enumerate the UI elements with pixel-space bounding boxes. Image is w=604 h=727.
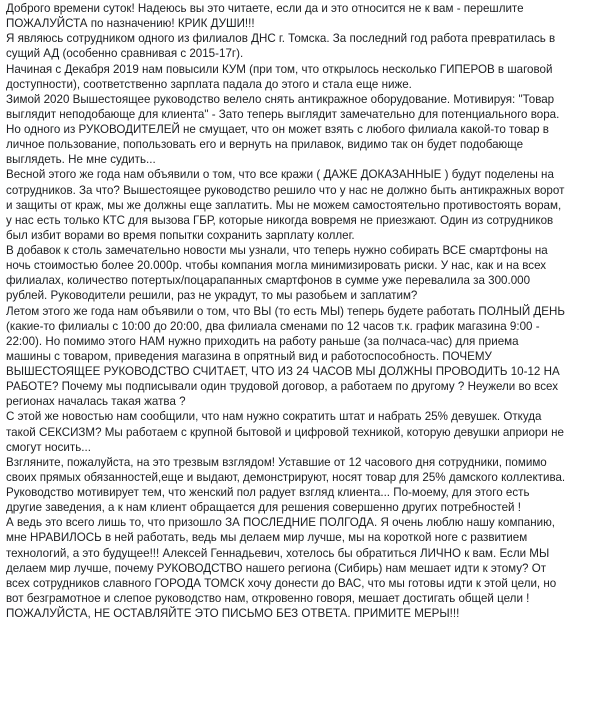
post-text-line: Взгляните, пожалуйста, на это трезвым взглядом! Уставшие от 12 часового дня сотрудники, помимо bbox=[6, 455, 547, 469]
post-text-line: ночь стоимостью более 20.000р. чтобы компания могла минимизировать риски. У нас, как и на всех bbox=[6, 259, 547, 273]
post-text-line: доступности), соответственно зарплата падала до этого и стала еще ниже. bbox=[6, 77, 412, 91]
post-text-line: рублей. Руководители решили, раз не украдут, то мы разобьем и заплатим? bbox=[6, 289, 418, 303]
post-text-line: Доброго времени суток! Надеюсь вы это читаете, если да и это относится не к вам - перешлите bbox=[6, 2, 524, 15]
post-text-line: своих прямых обязанностей,еще и выдают, демонстрируют, носят товар для 25% дамского коллектива. bbox=[6, 470, 566, 484]
post-text-line: технологий, а это будущее!!! Алексей Геннадьевич, хотелось бы обратиться ЛИЧНО к вам. Если МЫ bbox=[6, 546, 550, 560]
post-text-line: А ведь это всего лишь то, что призошло ЗА ПОСЛЕДНИЕ ПОЛГОДА. Я очень люблю нашу компанию, bbox=[6, 516, 555, 530]
post-text-line: Весной этого же года нам объявили о том, что все кражи ( ДАЖЕ ДОКАЗАННЫЕ ) будут поделены на bbox=[6, 168, 554, 182]
post-text-line: сущий АД (особенно сравнивая с 2015-17г). bbox=[6, 47, 244, 61]
post-text-line: (какие-то филиалы с 10:00 до 20:00, два филиала сменами по 12 часов т.к. график магазина 9:00 - bbox=[6, 319, 540, 333]
post-text-line: мне НРАВИЛОСЬ в ней работать, ведь мы делаем мир лучше, мы на короткой ноге с развитием bbox=[6, 531, 528, 545]
post-text-line: Зимой 2020 Вышестоящее руководство велело снять антикражное оборудование. Мотивируя: "Товар bbox=[6, 92, 555, 106]
post-text-line: машины с товаром, приведения магазина в опрятный вид и работоспособность. ПОЧЕМУ bbox=[6, 349, 492, 363]
post-text-line: смогут носить... bbox=[6, 440, 91, 454]
post-text-line: Летом этого же года нам объявили о том, что ВЫ (то есть МЫ) теперь будете работать ПОЛНЫЙ ДЕНЬ bbox=[6, 304, 565, 318]
post-text-line: ПОЖАЛУЙСТА, НЕ ОСТАВЛЯЙТЕ ЭТО ПИСЬМО БЕЗ ОТВЕТА. ПРИМИТЕ МЕРЫ!!! bbox=[6, 607, 460, 620]
post-text-line: В добавок к столь замечательно новости мы узнали, что теперь нужно собирать ВСЕ смартфоны на bbox=[6, 244, 548, 257]
post-text-line: Я являюсь сотрудником одного из филиалов ДНС г. Томска. За последний год работа превратилась в bbox=[6, 32, 556, 46]
post-text-line: делаем мир лучше, почему РУКОВОДСТВО нашего региона (Сибирь) нам мешает идти к этому? От bbox=[6, 561, 547, 575]
post-text-line: всех сотрудников славного ГОРОДА ТОМСК хочу донести до ВАС, что мы готовы идти к этой цели, но bbox=[6, 576, 557, 590]
post-text-line: у нас есть только КТС для вызова ГБР, которые никогда вовремя не приезжают. Один из сотрудников bbox=[6, 213, 554, 227]
post-text-line: Руководство мотивирует тем, что женский пол радует взгляд клиента... По-моему, для этого есть bbox=[6, 486, 530, 499]
post-text-line: другие заведения, а к нам клиент обращается для решения совершенно других потребностей ! bbox=[6, 501, 521, 515]
post-text-line: ПОЖАЛУЙСТА по назначению! КРИК ДУШИ!!! bbox=[6, 17, 255, 31]
post-text-line: личное пользование, попользовать его и вернуть на прилавок, видимо так он будет подобающе bbox=[6, 138, 524, 152]
post-text-line: выглядит неподобающе для клиента" - Зато теперь выглядит замечательно для потенциального вора. bbox=[6, 107, 560, 121]
post-text-line: РАБОТЕ? Почему мы подписывали один трудовой договор, а работаем по другому ? Неужели во всех bbox=[6, 380, 558, 394]
post-text-line: С этой же новостью нам сообщили, что нам нужно сократить штат и набрать 25% девушек. Откуда bbox=[6, 410, 542, 424]
post-text-line: ВЫШЕСТОЯЩЕЕ РУКОВОДСТВО СЧИТАЕТ, ЧТО ИЗ 24 ЧАСОВ МЫ ДОЛЖНЫ ПРОВОДИТЬ 10-12 НА bbox=[6, 365, 560, 378]
post-text-line: Начиная с Декабря 2019 нам повысили КУМ (при том, что открылось несколько ГИПЕРОВ в шаговой bbox=[6, 62, 553, 76]
post-text-line: вот безграмотное и слепое руководство нам, откровенно говоря, мешает достигать общей цели ! bbox=[6, 591, 530, 605]
post-text-line: регионах началась такая жатва ? bbox=[6, 395, 186, 409]
post-text-line: 22:00). Но помимо этого НАМ нужно приходить на работу раньше (за полчаса-час) для приема bbox=[6, 334, 519, 348]
post-text-line: и защиты от краж, мы же должны еще заплатить. Мы не можем самостоятельно противостоять ворам, bbox=[6, 198, 562, 212]
post-text-line: выглядеть. Не мне судить... bbox=[6, 153, 156, 167]
post-text-line: сотрудников. За что? Вышестоящее руководство решило что у нас не должно быть антикражных ворот bbox=[6, 183, 565, 197]
post-text-line: был избит ворами во время попытки сохранить зарплату коллег. bbox=[6, 228, 355, 242]
post-text-line: такой СЕКСИЗМ? Мы работаем с крупной бытовой и цифровой техникой, которую девушки априори не bbox=[6, 425, 564, 439]
post-text-line: филиалах, количество потертых/поцарапанных смартфонов в сумме уже перевалила за 300.000 bbox=[6, 274, 531, 288]
post-text-line: Но одного из РУКОВОДИТЕЛЕЙ не смущает, что он может взять с любого филиала какой-то товар в bbox=[6, 123, 549, 136]
